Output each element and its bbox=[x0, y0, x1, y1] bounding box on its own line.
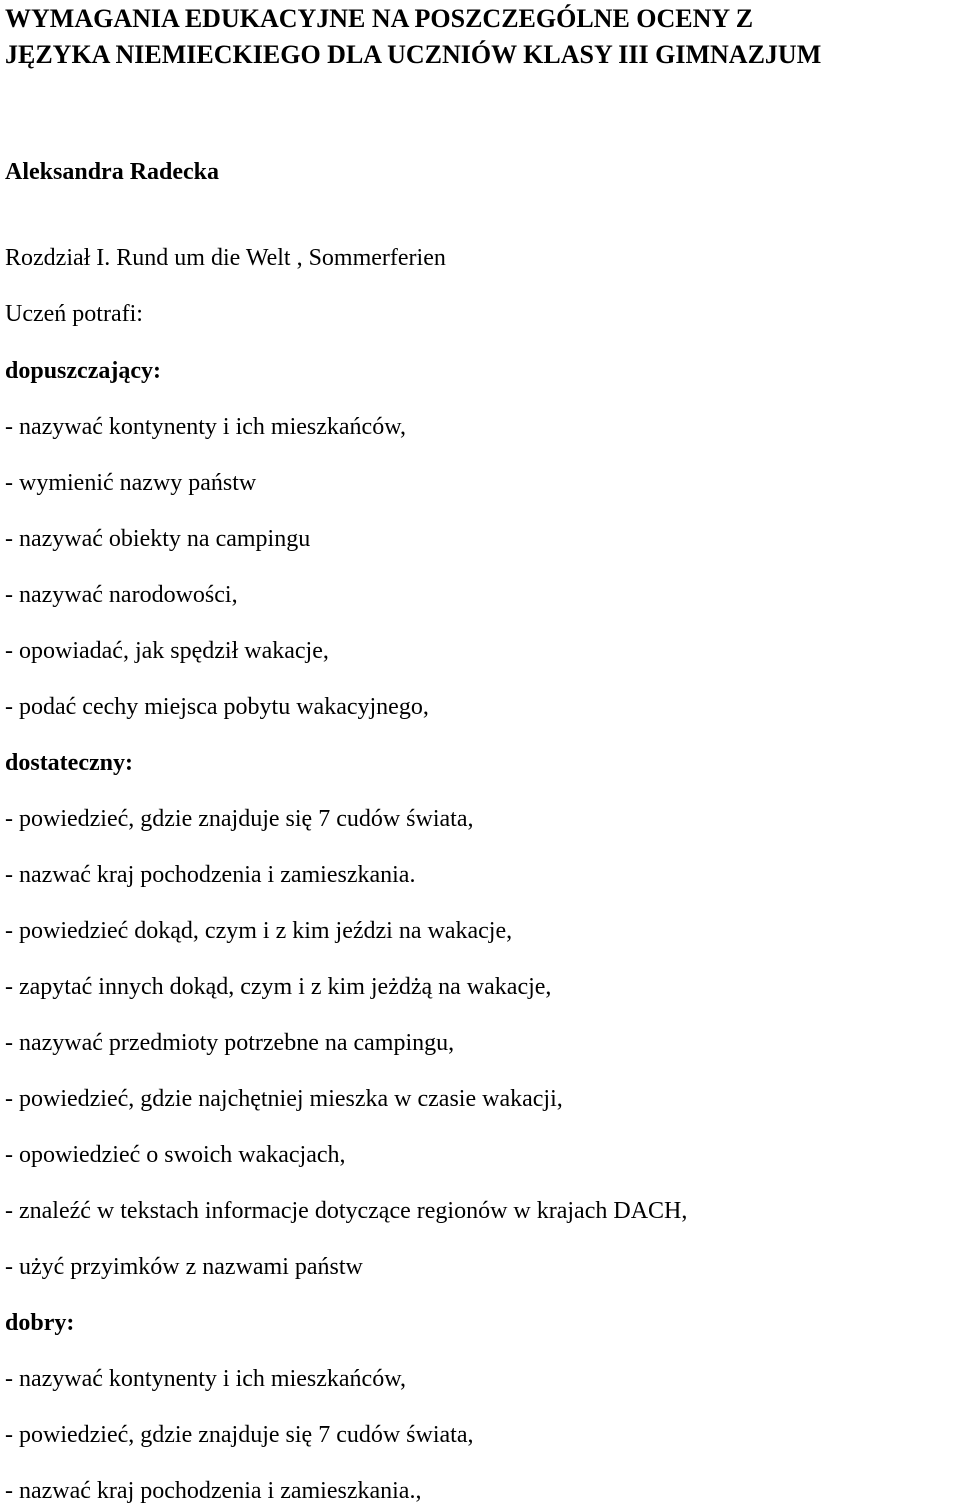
chapter-title: Rund um die Welt , Sommerferien bbox=[116, 245, 446, 271]
list-item: - powiedzieć dokąd, czym i z kim jeździ na wakacje, bbox=[5, 918, 513, 944]
list-item: - opowiadać, jak spędził wakacje, bbox=[5, 638, 329, 664]
list-item: - opowiedzieć o swoich wakacjach, bbox=[5, 1142, 346, 1168]
list-item: - powiedzieć, gdzie znajduje się 7 cudów świata, bbox=[5, 806, 474, 832]
list-item: - nazywać obiekty na campingu bbox=[5, 526, 311, 552]
list-item: - nazywać kontynenty i ich mieszkańców, bbox=[5, 1366, 406, 1392]
list-item: - powiedzieć, gdzie najchętniej mieszka w czasie wakacji, bbox=[5, 1086, 563, 1112]
author-name: Aleksandra Radecka bbox=[5, 159, 220, 185]
grade-heading-dopuszczajacy: dopuszczający: bbox=[5, 358, 161, 384]
chapter-heading bbox=[5, 244, 446, 272]
intro-text: Uczeń potrafi: bbox=[5, 301, 143, 327]
grade-heading-dostateczny: dostateczny: bbox=[5, 750, 133, 776]
document-title-line-2: JĘZYKA NIEMIECKIEGO DLA UCZNIÓW KLASY III GIMNAZJUM bbox=[5, 40, 822, 69]
grade-heading-dobry: dobry: bbox=[5, 1310, 75, 1336]
list-item: - nazwać kraj pochodzenia i zamieszkania. bbox=[5, 862, 416, 888]
list-item: - zapytać innych dokąd, czym i z kim jeżdżą na wakacje, bbox=[5, 974, 552, 1000]
chapter-label: Rozdział I. bbox=[5, 245, 111, 271]
list-item: - podać cechy miejsca pobytu wakacyjnego, bbox=[5, 694, 429, 720]
list-item: - użyć przyimków z nazwami państw bbox=[5, 1254, 363, 1280]
list-item: - znaleźć w tekstach informacje dotyczące regionów w krajach DACH, bbox=[5, 1198, 688, 1224]
list-item: - nazywać kontynenty i ich mieszkańców, bbox=[5, 414, 406, 440]
list-item: - powiedzieć, gdzie znajduje się 7 cudów świata, bbox=[5, 1422, 474, 1448]
document-title-line-1: WYMAGANIA EDUKACYJNE NA POSZCZEGÓLNE OCENY Z bbox=[5, 4, 754, 33]
list-item: - nazywać przedmioty potrzebne na campingu, bbox=[5, 1030, 455, 1056]
list-item: - wymienić nazwy państw bbox=[5, 470, 257, 496]
list-item: - nazywać narodowości, bbox=[5, 582, 238, 608]
list-item: - nazwać kraj pochodzenia i zamieszkania., bbox=[5, 1478, 422, 1504]
